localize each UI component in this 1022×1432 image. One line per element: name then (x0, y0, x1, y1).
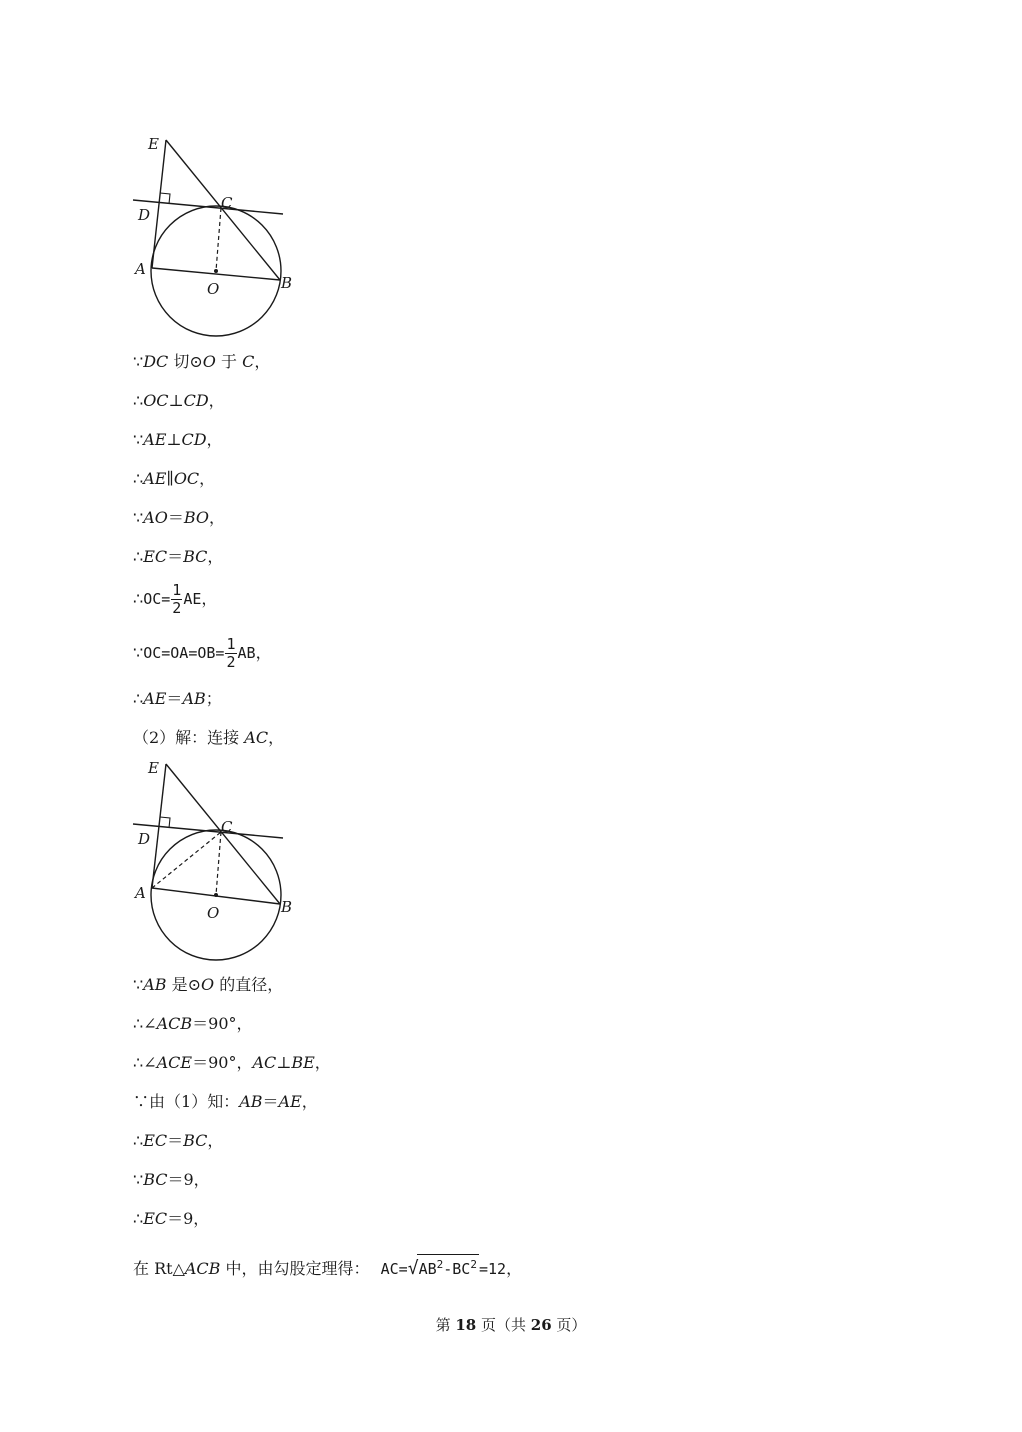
circle-tangent-diagram (128, 130, 293, 345)
label-d: D (138, 830, 151, 848)
radius-oc-dashed (216, 832, 221, 895)
label-e: E (148, 759, 159, 777)
label-a: A (135, 884, 146, 902)
total-page-count: 26 (530, 1316, 552, 1334)
label-e: E (148, 135, 159, 153)
label-o: O (207, 280, 220, 298)
label-b: B (281, 898, 293, 916)
geometry-figure-1 (128, 130, 293, 345)
center-point (214, 893, 218, 897)
page-footer: 第 18 页（共 26 页） (435, 1316, 587, 1334)
label-o: O (207, 904, 220, 922)
proof-line-8: ∵OC=OA=OB= $\frac{1}{2}$ AB， (133, 635, 272, 671)
proof-line-18: 在 Rt△ACB 中，由勾股定理得： $AC=√AB^2-BC^2 =12$， (133, 1254, 522, 1279)
label-c: C (221, 194, 233, 212)
label-c: C (221, 818, 233, 836)
geometry-figure-2 (128, 754, 293, 969)
label-a: A (135, 260, 146, 278)
proof-line-2: ∴OC⊥CD， (133, 391, 225, 410)
proof-line-14: ∵由（1）知：AB＝AE， (133, 1092, 318, 1111)
radical-expression: $AB^2-BC^2$ (417, 1254, 479, 1279)
chord-ac-dashed (152, 832, 221, 888)
proof-line-11: ∵AB 是⊙O 的直径， (133, 975, 284, 994)
pythagorean-formula: $AC=√AB^2-BC^2 =12$ (381, 1260, 506, 1278)
proof-line-1: ∵DC 切⊙O 于 C， (133, 352, 271, 371)
tangent-line-dc (133, 200, 283, 214)
proof-line-15: ∴EC＝BC， (133, 1131, 224, 1150)
proof-line-3: ∵AE⊥CD， (133, 430, 223, 449)
proof-line-13: ∴∠ACE＝90°，AC⊥BE， (133, 1053, 331, 1072)
proof-line-5: ∵AO＝BO， (133, 508, 226, 527)
proof-line-6: ∴EC＝BC， (133, 547, 224, 566)
fraction-half: $\frac{1}{2}$ (172, 581, 182, 617)
fraction-half: $\frac{1}{2}$ (226, 635, 236, 671)
radius-oc-dashed (216, 208, 221, 271)
proof-line-7: ∴OC= $\frac{1}{2}$ AE， (133, 581, 218, 617)
segment-ae (152, 140, 166, 268)
current-page-number: 18 (455, 1316, 477, 1334)
proof-line-12: ∴∠ACB＝90°， (133, 1014, 253, 1033)
label-d: D (138, 206, 151, 224)
proof-line-16: ∵BC＝9， (133, 1170, 210, 1189)
center-point (214, 269, 218, 273)
label-b: B (281, 274, 293, 292)
tangent-line-dc (133, 824, 283, 838)
proof-line-10: （2）解：连接 AC， (133, 728, 285, 747)
proof-line-4: ∴AE∥OC， (133, 469, 216, 488)
proof-line-9: ∴AE＝AB； (133, 689, 222, 708)
proof-line-17: ∴EC＝9， (133, 1209, 210, 1228)
circle-tangent-diagram-with-ac (128, 754, 293, 969)
